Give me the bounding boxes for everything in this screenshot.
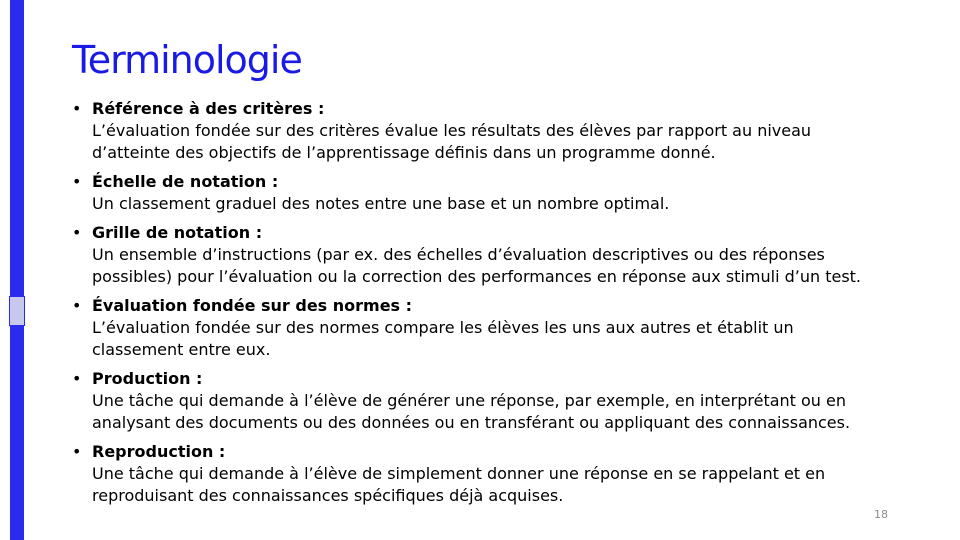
terminology-list — [72, 98, 872, 514]
term-label: Référence à des critères : — [92, 99, 325, 118]
bullet-icon: • — [72, 172, 82, 191]
bullet-icon: • — [72, 223, 82, 242]
list-item — [72, 98, 872, 164]
term-label: Grille de notation : — [92, 223, 263, 242]
term-label: Évaluation fondée sur des normes : — [92, 296, 413, 315]
page-number: 18 — [874, 508, 888, 521]
term-label: Échelle de notation : — [92, 172, 279, 191]
list-item — [72, 368, 872, 434]
term-label: Production : — [92, 369, 203, 388]
bullet-icon: • — [72, 99, 82, 118]
bullet-icon: • — [72, 296, 82, 315]
bullet-icon: • — [72, 369, 82, 388]
list-item — [72, 171, 872, 215]
term-definition: L’évaluation fondée sur des critères évalue les résultats des élèves par rapport au niveau d’atteinte des objectifs de l’apprentissage définis dans un programme donné. — [92, 121, 812, 162]
term-label: Reproduction : — [92, 442, 226, 461]
list-item — [72, 222, 872, 288]
term-definition: L’évaluation fondée sur des normes compare les élèves les uns aux autres et établit un classement entre eux. — [92, 318, 794, 359]
slide-title: Terminologie — [72, 38, 302, 82]
slide-scroll-marker[interactable] — [9, 296, 25, 326]
term-definition: Une tâche qui demande à l’élève de simplement donner une réponse en se rappelant et en reproduisant des connaissances spécifiques déjà acquises. — [92, 464, 826, 505]
list-item — [72, 441, 872, 507]
term-definition: Une tâche qui demande à l’élève de générer une réponse, par exemple, en interprétant ou en analysant des documents ou des données ou en transférant ou appliquant des connaissances. — [92, 391, 851, 432]
term-definition: Un ensemble d’instructions (par ex. des échelles d’évaluation descriptives ou des réponses possibles) pour l’évaluation ou la correction des performances en réponse aux stimuli d’un test. — [92, 245, 862, 286]
slide-accent-bar — [10, 0, 24, 540]
bullet-icon: • — [72, 442, 82, 461]
slide-left-margin — [0, 0, 10, 540]
list-item — [72, 295, 872, 361]
term-definition: Un classement graduel des notes entre une base et un nombre optimal. — [92, 194, 670, 213]
